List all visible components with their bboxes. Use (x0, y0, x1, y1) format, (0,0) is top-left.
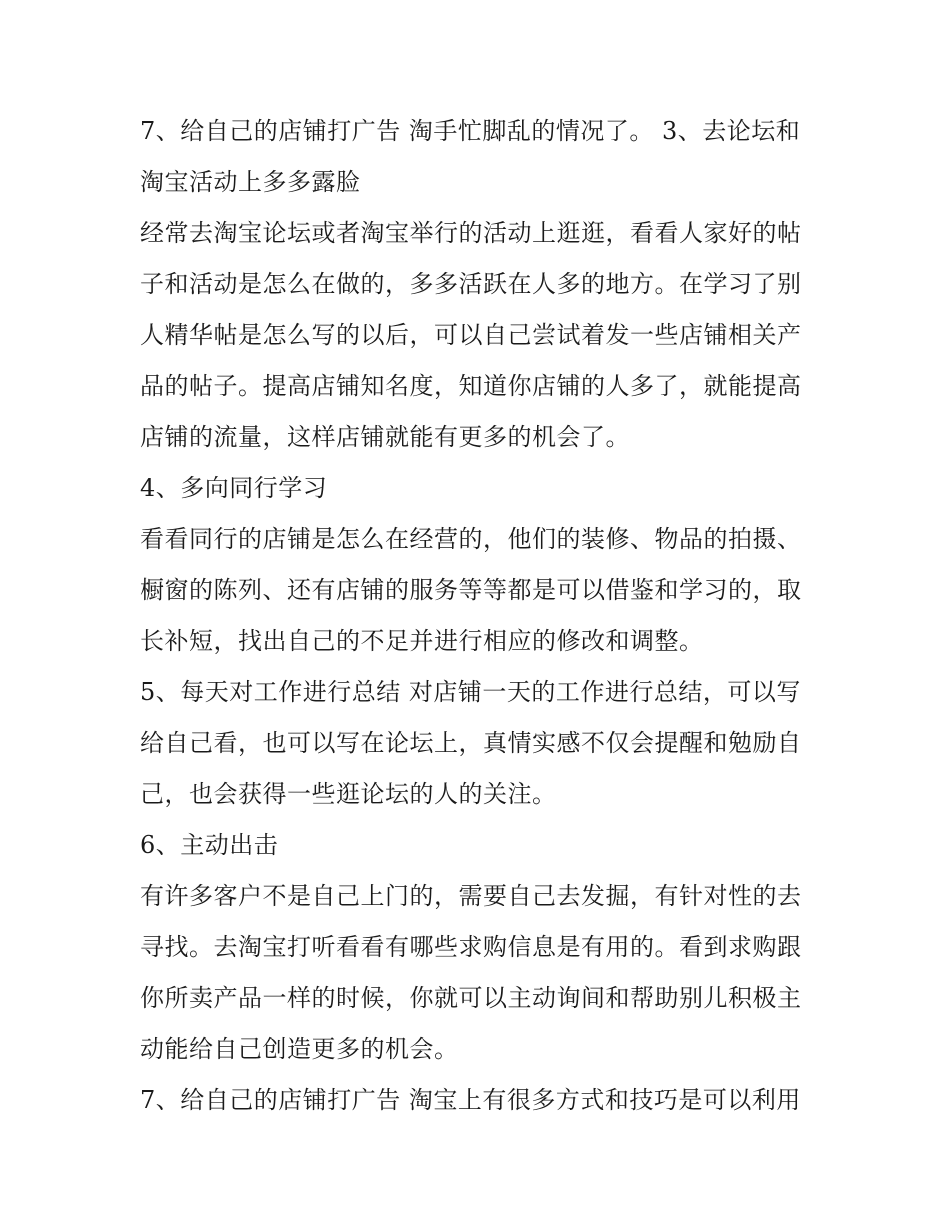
section-heading: 4、多向同行学习 (140, 474, 328, 502)
text-line: 有许多客户不是自己上门的，需要自己去发掘，有针对性的去 (140, 882, 802, 910)
text-line: 淘宝活动上多多露脸 (140, 168, 361, 196)
text-line: 7、给自己的店铺打广告 淘宝上有很多方式和技巧是可以利用 (140, 1086, 801, 1114)
text-line: 寻找。去淘宝打听看看有哪些求购信息是有用的。看到求购跟 (140, 933, 802, 961)
text-line: 子和活动是怎么在做的，多多活跃在人多的地方。在学习了别 (140, 270, 802, 298)
text-line: 经常去淘宝论坛或者淘宝举行的活动上逛逛，看看人家好的帖 (140, 219, 802, 247)
text-line: 品的帖子。提高店铺知名度，知道你店铺的人多了，就能提高 (140, 372, 802, 400)
document-body (140, 106, 820, 1126)
text-line: 己，也会获得一些逛论坛的人的关注。 (140, 780, 557, 808)
text-line: 看看同行的店铺是怎么在经营的，他们的装修、物品的拍摄、 (140, 525, 802, 553)
text-line: 你所卖产品一样的时候，你就可以主动询间和帮助别儿积极主 (140, 984, 802, 1012)
text-line: 店铺的流量，这样店铺就能有更多的机会了。 (140, 423, 630, 451)
text-line: 给自己看，也可以写在论坛上，真情实感不仅会提醒和勉励自 (140, 729, 802, 757)
section-heading: 6、主动出击 (140, 831, 279, 859)
text-line: 人精华帖是怎么写的以后，可以自己尝试着发一些店铺相关产 (140, 321, 802, 349)
text-line: 7、给自己的店铺打广告 淘手忙脚乱的情况了。 3、去论坛和 (140, 117, 801, 145)
text-line: 橱窗的陈列、还有店铺的服务等等都是可以借鉴和学习的，取 (140, 576, 802, 604)
text-line: 动能给自己创造更多的机会。 (140, 1035, 459, 1063)
text-line: 5、每天对工作进行总结 对店铺一天的工作进行总结，可以写 (140, 678, 801, 706)
text-line: 长补短，找出自己的不足并进行相应的修改和调整。 (140, 627, 704, 655)
